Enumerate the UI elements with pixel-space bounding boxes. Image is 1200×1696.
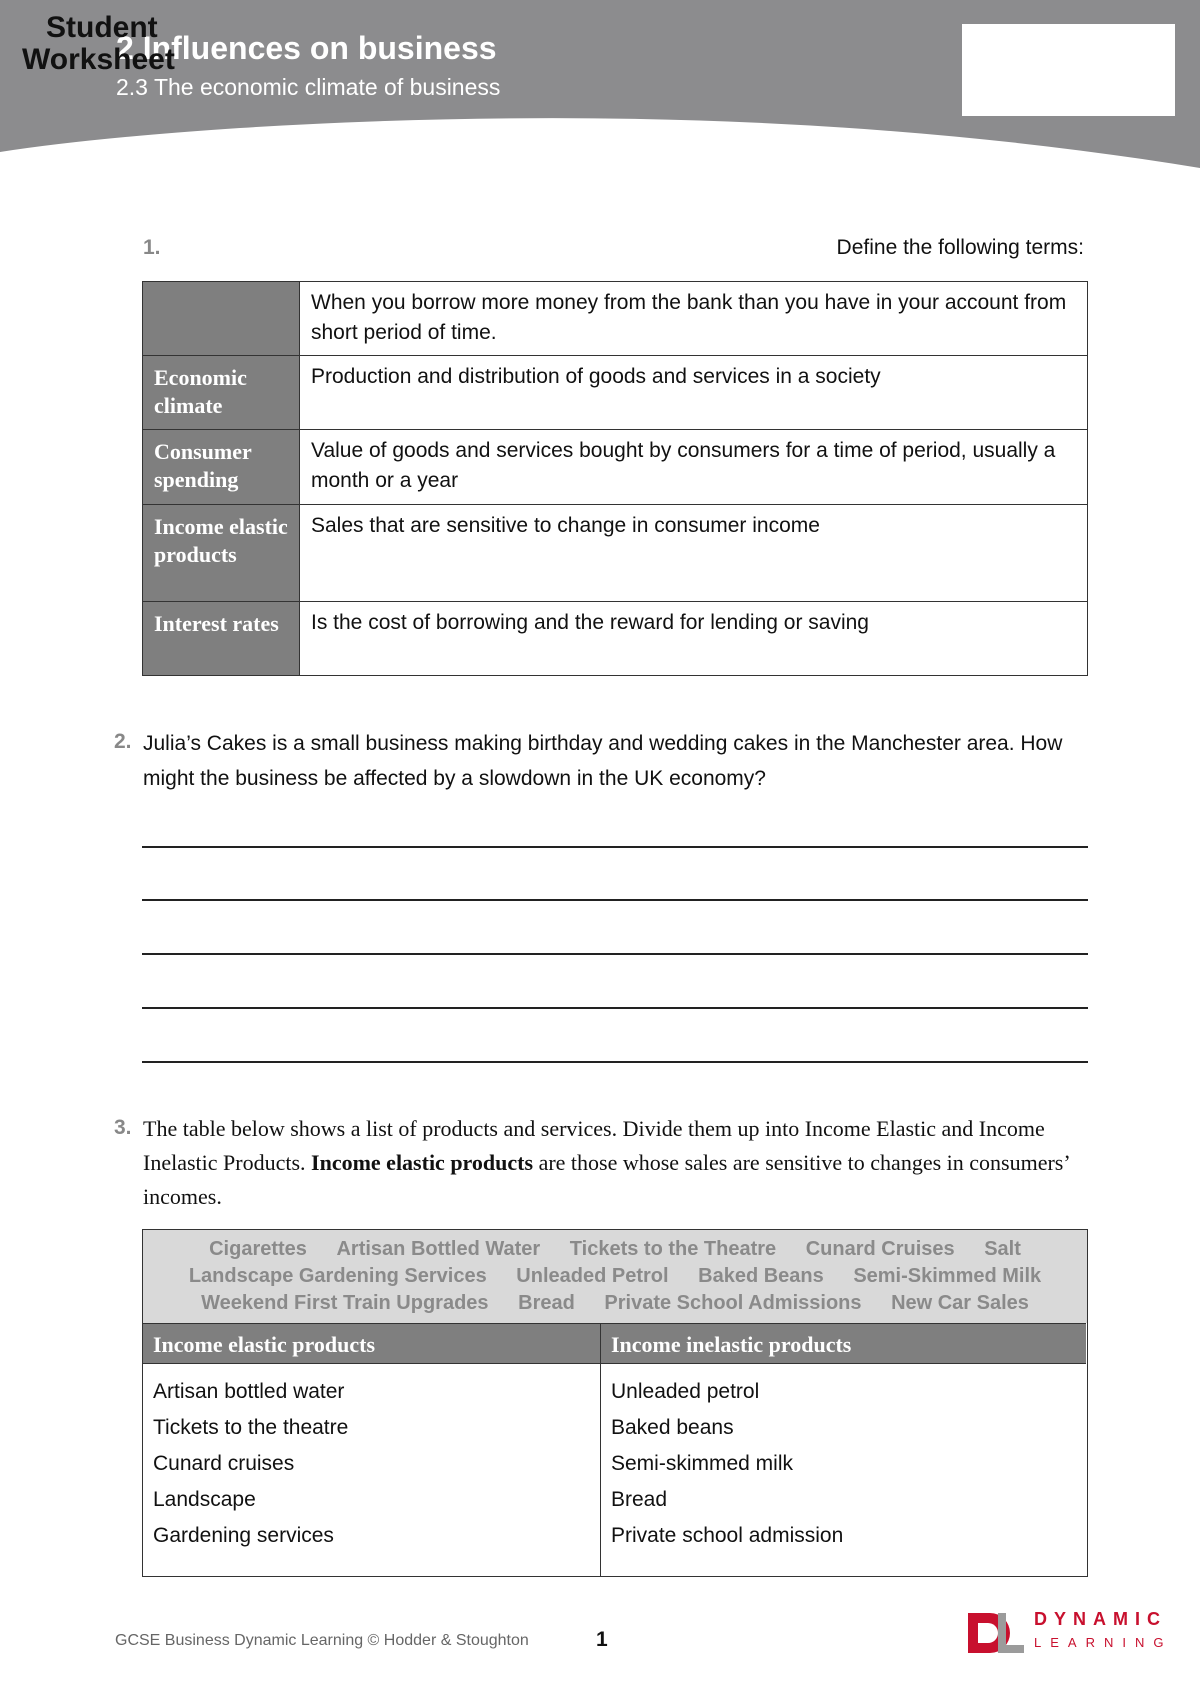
logo-text-top: DYNAMIC [1034,1609,1167,1629]
definition-cell[interactable]: Is the cost of borrowing and the reward for lending or saving [300,602,1088,676]
elastic-list[interactable] [143,1364,600,1576]
term-cell: Interest rates [143,602,300,676]
answer-line[interactable] [142,1007,1088,1009]
list-item: Unleaded petrol [611,1380,760,1403]
header-banner [0,0,1200,170]
footer-copyright: GCSE Business Dynamic Learning © Hodder & Stoughton [115,1632,529,1649]
question-3-text [143,1112,1103,1214]
dynamic-learning-logo [964,1609,1173,1657]
question-3-number: 3. [114,1116,132,1139]
question-3-text-start: The table below shows a list of products and services. Divide them up into Income Elastic and Income Inelastic Products. [143,1116,1045,1175]
list-item: Baked beans [611,1416,734,1439]
inelastic-list[interactable] [601,1364,1086,1576]
definition-row [143,356,1088,430]
word-bank-item: Tickets to the Theatre [569,1238,777,1260]
question-1-number: 1. [143,236,161,259]
definition-cell[interactable]: Sales that are sensitive to change in consumer income [300,505,1088,602]
word-bank-item: Semi-Skimmed Milk [853,1265,1042,1287]
list-item: Landscape [153,1488,256,1511]
definition-cell[interactable]: Value of goods and services bought by consumers for a time of period, usually a month or a year [300,430,1088,505]
question-2-number: 2. [114,730,132,753]
word-bank-item: Landscape Gardening Services [188,1265,487,1287]
list-item: Tickets to the theatre [153,1416,349,1439]
list-item: Cunard cruises [153,1452,295,1475]
worksheet-label-line1: Student [46,11,158,44]
term-cell [143,282,300,356]
definition-row [143,282,1088,356]
question-3-text-bold: Income elastic products [311,1150,534,1175]
term-cell: Consumer spending [143,430,300,505]
definition-cell[interactable]: Production and distribution of goods and services in a society [300,356,1088,430]
list-item: Gardening services [153,1524,334,1547]
answer-line[interactable] [142,899,1088,901]
word-bank-item: Cigarettes [209,1238,307,1260]
elastic-column [143,1323,601,1576]
definitions-table [142,281,1088,676]
answer-line[interactable] [142,953,1088,955]
list-item: Semi-skimmed milk [611,1452,794,1475]
term-cell: Economic climate [143,356,300,430]
question-3-text-end: are those whose sales are sensitive to changes in consumers’ incomes. [143,1150,1070,1209]
list-item: Artisan bottled water [153,1380,345,1403]
dl-logo-icon [964,1609,1028,1657]
question-1-prompt: Define the following terms: [836,236,1084,259]
logo-text-bottom: LEARNING [1034,1635,1173,1650]
definition-row [143,505,1088,602]
worksheet-label-line2: Worksheet [22,43,175,76]
definition-cell[interactable]: When you borrow more money from the bank than you have in your account from short period of time. [300,282,1088,356]
list-item: Private school admission [611,1524,844,1547]
page-subtitle: 2.3 The economic climate of business [116,74,501,100]
header-blank-box [962,24,1175,116]
definition-row [143,602,1088,676]
word-bank-item: Private School Admissions [604,1292,862,1314]
inelastic-header: Income inelastic products [601,1323,1086,1364]
list-item: Bread [611,1488,668,1511]
word-bank [143,1230,1087,1323]
word-bank-item: Salt [984,1238,1021,1260]
inelastic-column [601,1323,1086,1576]
elastic-header: Income elastic products [143,1323,600,1364]
page-title: 2 Influences on business [116,30,497,66]
word-bank-item: New Car Sales [891,1292,1029,1314]
term-cell: Income elastic products [143,505,300,602]
answer-line[interactable] [142,846,1088,848]
word-bank-item: Artisan Bottled Water [336,1238,541,1260]
question-2-text: Julia’s Cakes is a small business making birthday and wedding cakes in the Manchester area. How might the business be affected by a slowdown in the UK economy? [143,732,1063,790]
page-number: 1 [596,1628,608,1651]
word-bank-item: Unleaded Petrol [516,1265,669,1287]
definition-row [143,430,1088,505]
answer-line[interactable] [142,1061,1088,1063]
products-columns [143,1323,1087,1576]
word-bank-item: Bread [518,1292,575,1314]
word-bank-item: Cunard Cruises [805,1238,955,1260]
worksheet-label [22,12,175,76]
word-bank-item: Baked Beans [698,1265,824,1287]
products-table [142,1229,1088,1577]
word-bank-item: Weekend First Train Upgrades [201,1292,489,1314]
